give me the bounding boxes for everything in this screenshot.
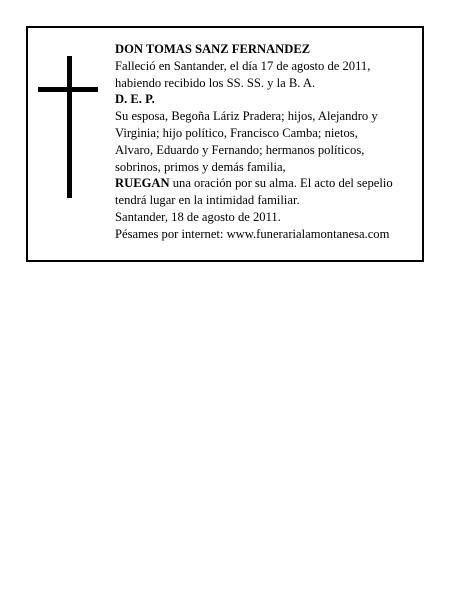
family-line-1: Su esposa, Begoña Láriz Pradera; hijos, Alejandro y <box>115 109 378 124</box>
family-line-2: Virginia; hijo político, Francisco Camba; nietos, <box>115 125 358 140</box>
family-line-3: Alvaro, Eduardo y Fernando; hermanos políticos, <box>115 142 365 157</box>
cross-horizontal-bar <box>38 87 98 92</box>
deceased-name: DON TOMAS SANZ FERNANDEZ <box>115 42 311 56</box>
rest-in-peace: D. E. P. <box>115 92 155 107</box>
request-verb: RUEGAN <box>115 176 170 191</box>
request-line-1 <box>115 175 420 192</box>
request-text: una oración por su alma. El acto del sepelio <box>169 176 393 191</box>
cross-icon <box>38 56 98 198</box>
place-date: Santander, 18 de agosto de 2011. <box>115 209 281 224</box>
request-line-2: tendrá lugar en la intimidad familiar. <box>115 193 300 208</box>
death-announcement-line-1: Falleció en Santander, el día 17 de agosto de 2011, <box>115 58 371 73</box>
death-announcement-line-2: habiendo recibido los SS. SS. y la B. A. <box>115 75 316 90</box>
condolences-line: Pésames por internet: www.funerarialamontanesa.com <box>115 226 390 241</box>
obituary-notice <box>26 26 424 262</box>
cross-vertical-bar <box>67 56 72 198</box>
obituary-text <box>115 41 420 243</box>
family-line-4: sobrinos, primos y demás familia, <box>115 159 286 174</box>
